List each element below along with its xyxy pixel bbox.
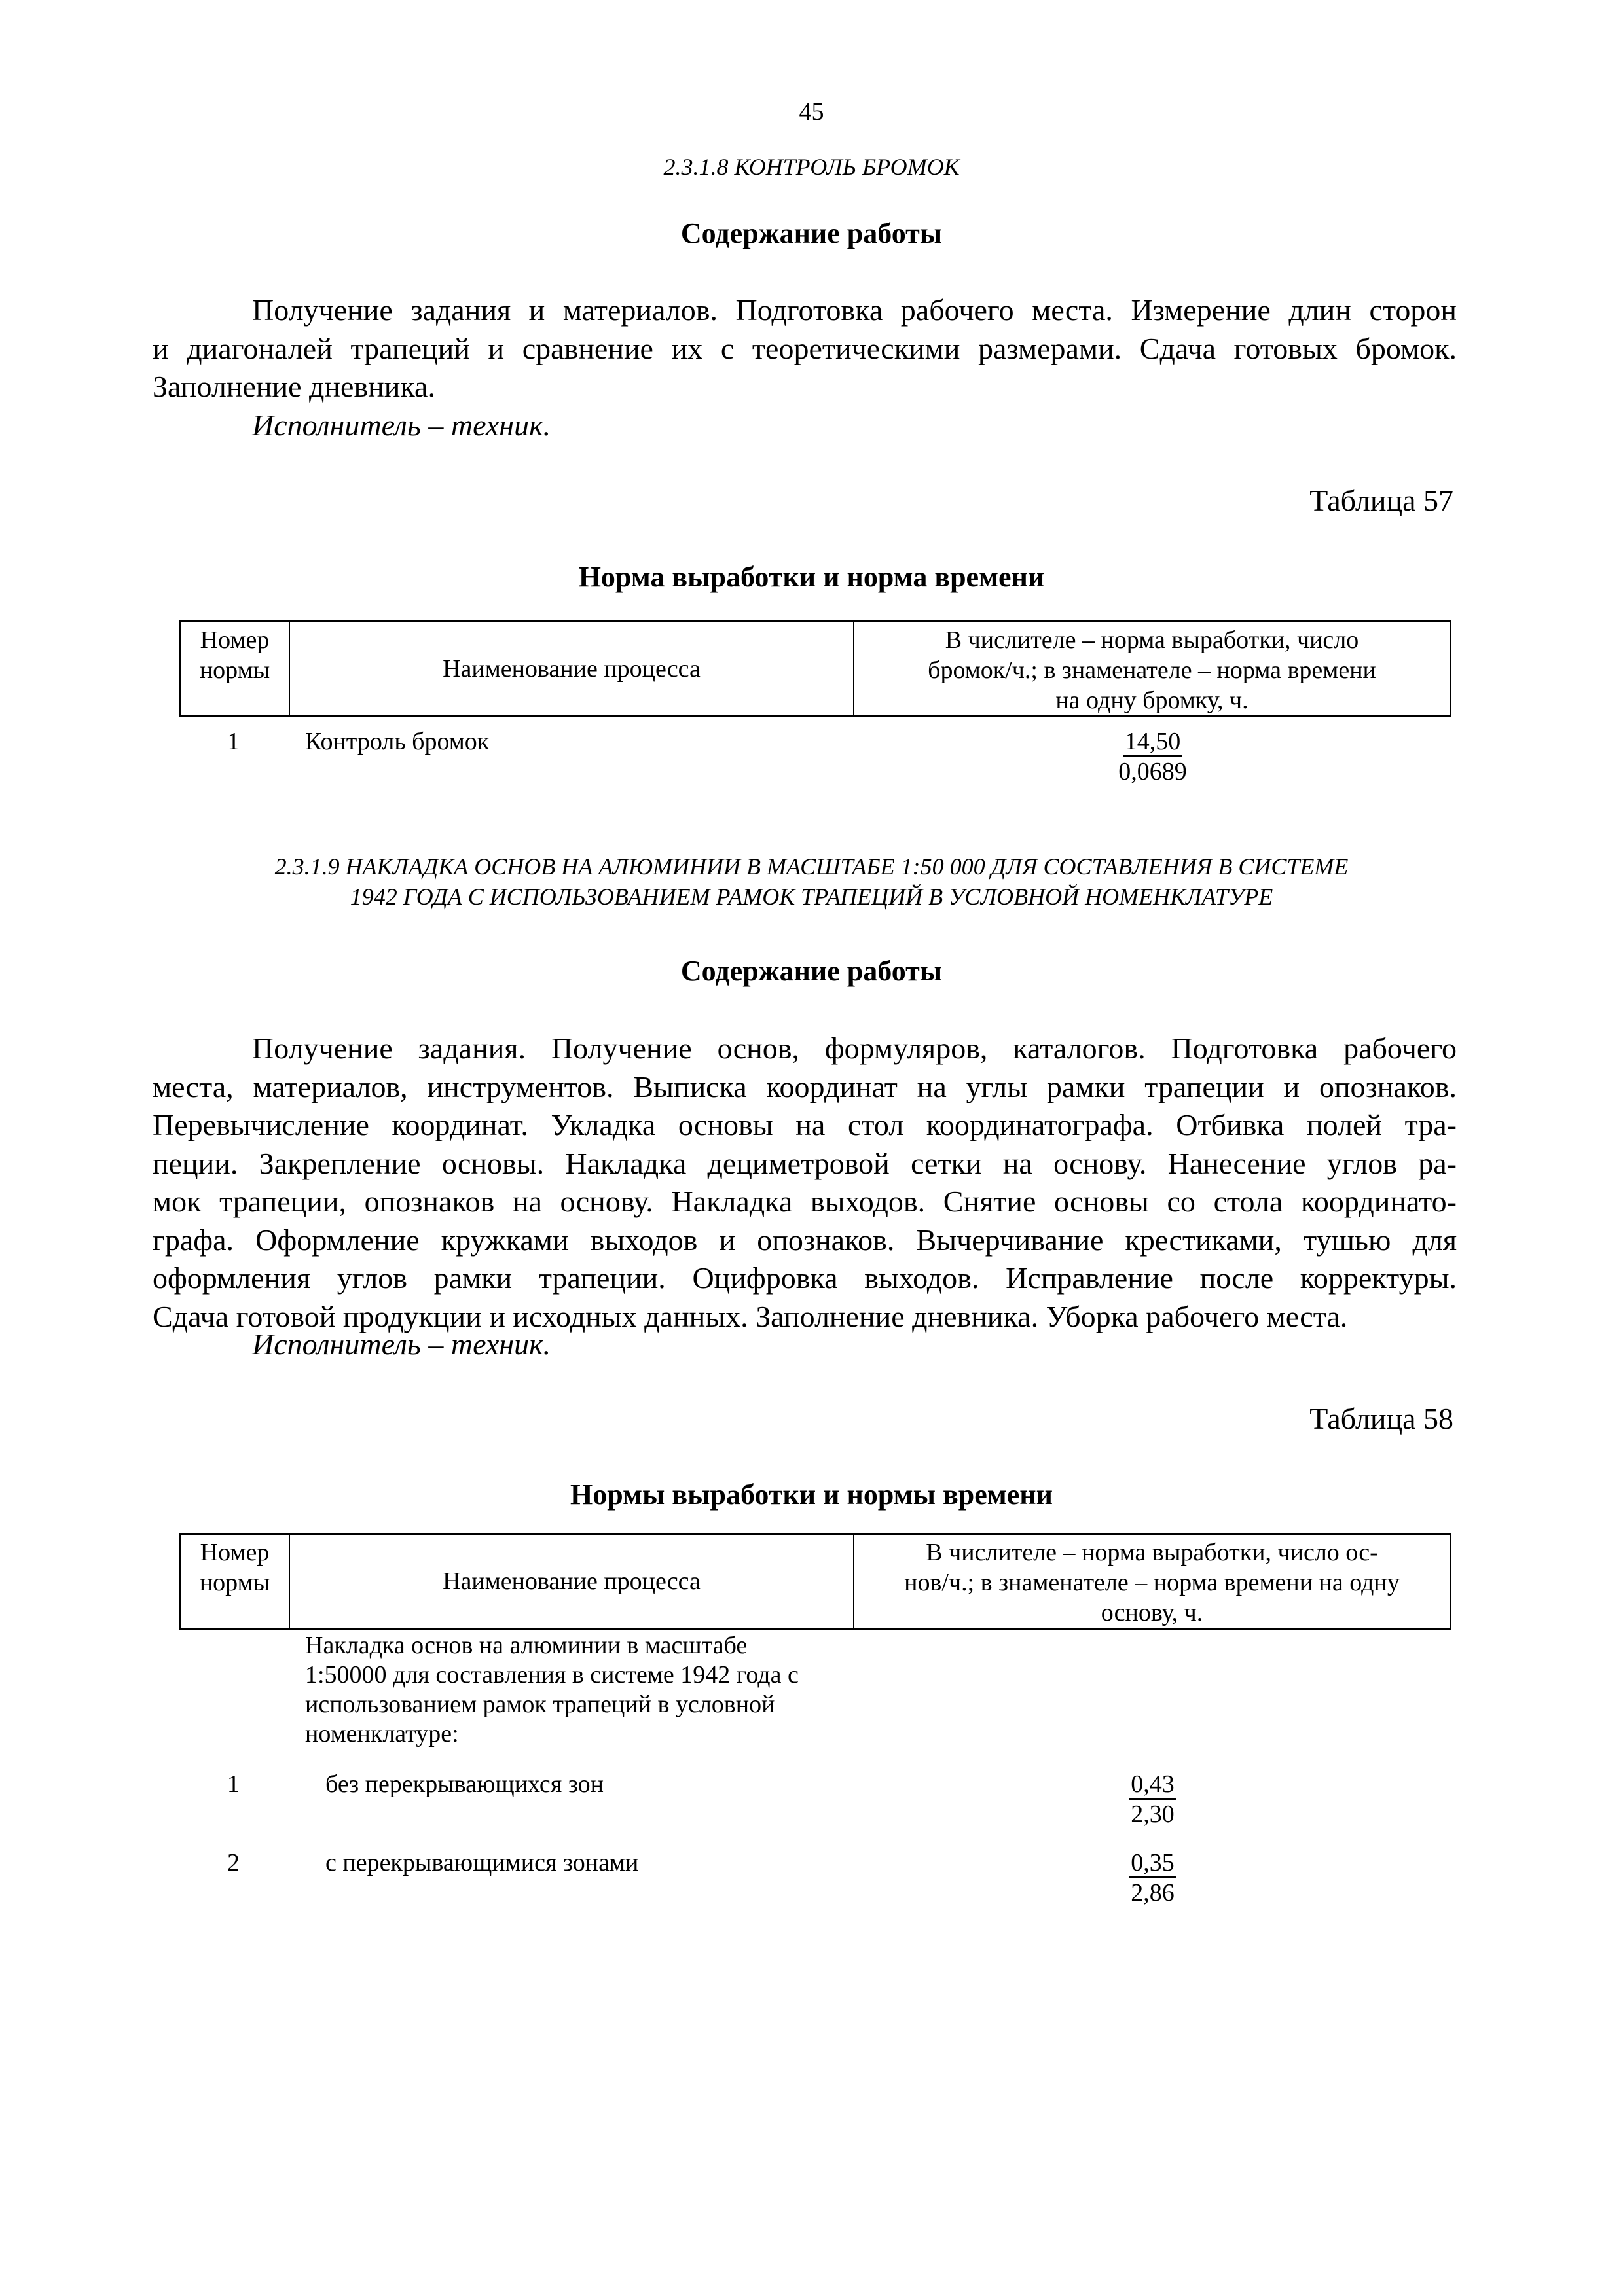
group-label-line: использованием рамок трапеций в условной [305,1691,775,1718]
group-label-line: номенклатуре: [305,1720,459,1748]
header-value-line: основу, ч. [1101,1599,1203,1626]
section-heading: 2.3.1.8 КОНТРОЛЬ БРОМОК [663,154,960,180]
table-title: Норма выработки и норма времени [578,561,1045,593]
table-label: Таблица 57 [1309,484,1453,517]
header-number-line: нормы [199,1569,270,1596]
paragraph-line: Получение задания и материалов. Подготовка рабочего места. Измерение длин сторон [252,293,1457,327]
denominator: 2,30 [1131,1801,1175,1828]
row-process: без перекрывающихся зон [325,1770,604,1798]
section-heading [0,852,1623,912]
row-number: 1 [227,1770,240,1798]
paragraph-line: мок трапеции, опознаков на основу. Накладка выходов. Снятие основы со стола координато- [153,1185,1457,1218]
table-58-header [179,1533,1451,1630]
paragraph-line: Перевычисление координат. Укладка основы на стол координатографа. Отбивка полей тра- [153,1108,1457,1141]
table-title: Нормы выработки и нормы времени [570,1479,1053,1511]
row-number: 2 [227,1849,240,1876]
header-number-line: нормы [199,656,270,684]
header-process: Наименование процесса [290,1535,854,1628]
executor-label: Исполнитель – техник. [252,1327,551,1361]
header-number [181,1535,290,1628]
table-group-label [305,1631,799,1749]
numerator: 14,50 [1123,728,1182,757]
paragraph-line: места, материалов, инструментов. Выписка координат на углы рамки трапеции и опознаков. [153,1069,1457,1103]
section-heading-line: 1942 ГОДА С ИСПОЛЬЗОВАНИЕМ РАМОК ТРАПЕЦИЙ В УСЛОВНОЙ НОМЕНКЛАТУРЕ [350,884,1273,910]
header-value-line: В числителе – норма выработки, число [945,626,1359,654]
work-content-paragraph [153,291,1457,406]
group-label-line: 1:50000 для составления в системе 1942 года с [305,1661,799,1689]
header-value-line: В числителе – норма выработки, число ос- [926,1539,1378,1566]
header-value [854,1535,1450,1628]
header-value-line: на одну бромку, ч. [1055,687,1249,714]
header-process: Наименование процесса [290,622,854,715]
row-process: с перекрывающимися зонами [325,1849,639,1876]
denominator: 2,86 [1131,1879,1175,1907]
section-heading-line: 2.3.1.9 НАКЛАДКА ОСНОВ НА АЛЮМИНИИ В МАСШТАБЕ 1:50 000 ДЛЯ СОСТАВЛЕНИЯ В СИСТЕМЕ [274,853,1349,880]
paragraph-line: оформления углов рамки трапеции. Оцифровка выходов. Исправление после корректуры. [153,1261,1457,1295]
paragraph-line: пеции. Закрепление основы. Накладка дециметровой сетки на основу. Нанесение углов ра- [153,1146,1457,1180]
executor-label: Исполнитель – техник. [252,408,551,442]
row-number: 1 [227,728,240,755]
row-process: Контроль бромок [305,728,490,755]
numerator: 0,43 [1129,1770,1176,1800]
paragraph-line: и диагоналей трапеций и сравнение их с теоретическими размерами. Сдача готовых бромок. [153,331,1457,365]
page-number: 45 [799,98,824,126]
content-title: Содержание работы [680,217,943,249]
group-label-line: Накладка основ на алюминии в масштабе [305,1632,748,1659]
work-content-paragraph [153,1030,1457,1336]
header-number [181,622,290,715]
paragraph-line: графа. Оформление кружками выходов и опознаков. Вычерчивание крестиками, тушью для [153,1223,1457,1257]
paragraph-line: Заполнение дневника. [153,370,435,403]
numerator: 0,35 [1129,1849,1176,1878]
header-number-line: Номер [200,1539,270,1566]
row-value [854,726,1451,787]
table-57-header [179,620,1451,717]
header-value [854,622,1450,715]
row-value [854,1769,1451,1829]
paragraph-line: Сдача готовой продукции и исходных данных. Заполнение дневника. Уборка рабочего места. [153,1299,1348,1333]
header-number-line: Номер [200,626,270,654]
header-value-line: бромок/ч.; в знаменателе – норма времени [928,656,1376,684]
content-title: Содержание работы [680,955,943,987]
header-value-line: нов/ч.; в знаменателе – норма времени на одну [904,1569,1400,1596]
denominator: 0,0689 [1118,758,1187,785]
table-label: Таблица 58 [1309,1402,1453,1435]
paragraph-line: Получение задания. Получение основ, формуляров, каталогов. Подготовка рабочего [252,1031,1457,1065]
row-value [854,1848,1451,1908]
